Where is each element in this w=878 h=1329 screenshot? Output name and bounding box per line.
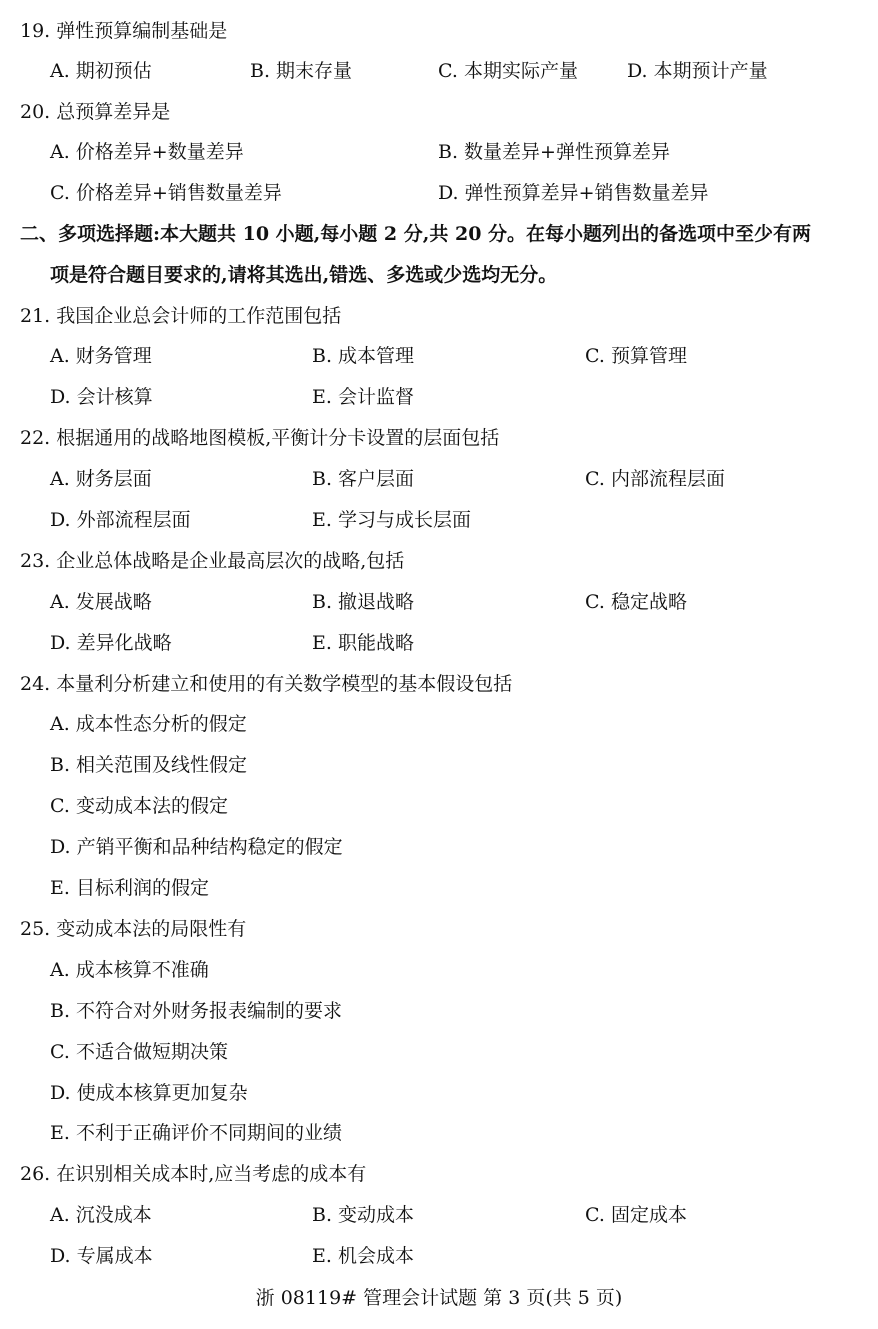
option-20-d: D. 弹性预算差异+销售数量差异 [438,182,709,204]
option-23-d: D. 差异化战略 [50,632,172,654]
question-26-options-row1 [0,1200,878,1230]
option-24-e: E. 目标利润的假定 [50,877,209,899]
option-25-d: D. 使成本核算更加复杂 [50,1082,248,1104]
option-25-c: C. 不适合做短期决策 [50,1041,228,1063]
question-21-stem: 21. 我国企业总会计师的工作范围包括 [20,305,342,327]
option-21-b: B. 成本管理 [312,345,415,367]
option-19-b: B. 期末存量 [250,60,353,82]
section-2-heading-line2: 项是符合题目要求的,请将其选出,错选、多选或少选均无分。 [50,264,558,286]
option-22-e: E. 学习与成长层面 [312,509,471,531]
option-23-e: E. 职能战略 [312,632,414,654]
option-21-e: E. 会计监督 [312,386,414,408]
option-21-c: C. 预算管理 [585,345,687,367]
option-25-a: A. 成本核算不准确 [50,959,209,981]
option-23-c: C. 稳定战略 [585,591,687,613]
question-26-stem: 26. 在识别相关成本时,应当考虑的成本有 [20,1163,367,1185]
option-20-c: C. 价格差异+销售数量差异 [50,182,282,204]
option-21-d: D. 会计核算 [50,386,153,408]
question-23-options-row1 [0,587,878,617]
option-22-b: B. 客户层面 [312,468,415,490]
option-19-c: C. 本期实际产量 [438,60,578,82]
option-24-b: B. 相关范围及线性假定 [50,754,248,776]
question-22-stem: 22. 根据通用的战略地图模板,平衡计分卡设置的层面包括 [20,427,500,449]
option-23-b: B. 撤退战略 [312,591,415,613]
option-26-c: C. 固定成本 [585,1204,687,1226]
question-26-options-row2 [0,1241,878,1271]
option-20-b: B. 数量差异+弹性预算差异 [438,141,670,163]
question-20-stem: 20. 总预算差异是 [20,101,171,123]
question-23-stem: 23. 企业总体战略是企业最高层次的战略,包括 [20,550,405,572]
question-22-options-row1 [0,464,878,494]
question-19-stem: 19. 弹性预算编制基础是 [20,20,228,42]
section-2-heading-line1: 二、多项选择题:本大题共 10 小题,每小题 2 分,共 20 分。在每小题列出的备选项中至少有两 [20,223,812,245]
option-24-a: A. 成本性态分析的假定 [50,713,247,735]
question-24-stem: 24. 本量利分析建立和使用的有关数学模型的基本假设包括 [20,673,513,695]
option-19-d: D. 本期预计产量 [627,60,768,82]
option-22-c: C. 内部流程层面 [585,468,725,490]
question-21-options-row1 [0,341,878,371]
question-20-options-row1 [0,137,878,167]
option-26-b: B. 变动成本 [312,1204,415,1226]
page-footer: 浙 08119# 管理会计试题 第 3 页(共 5 页) [255,1287,623,1309]
option-24-d: D. 产销平衡和品种结构稳定的假定 [50,836,343,858]
option-25-b: B. 不符合对外财务报表编制的要求 [50,1000,343,1022]
question-21-options-row2 [0,382,878,412]
option-22-a: A. 财务层面 [50,468,152,490]
option-20-a: A. 价格差异+数量差异 [50,141,244,163]
option-26-e: E. 机会成本 [312,1245,414,1267]
question-19-options [0,56,878,86]
question-25-stem: 25. 变动成本法的局限性有 [20,918,247,940]
question-22-options-row2 [0,505,878,535]
option-26-d: D. 专属成本 [50,1245,153,1267]
question-20-options-row2 [0,178,878,208]
option-19-a: A. 期初预估 [50,60,152,82]
option-21-a: A. 财务管理 [50,345,152,367]
option-23-a: A. 发展战略 [50,591,152,613]
question-23-options-row2 [0,628,878,658]
option-24-c: C. 变动成本法的假定 [50,795,228,817]
option-26-a: A. 沉没成本 [50,1204,152,1226]
option-25-e: E. 不利于正确评价不同期间的业绩 [50,1122,342,1144]
option-22-d: D. 外部流程层面 [50,509,191,531]
